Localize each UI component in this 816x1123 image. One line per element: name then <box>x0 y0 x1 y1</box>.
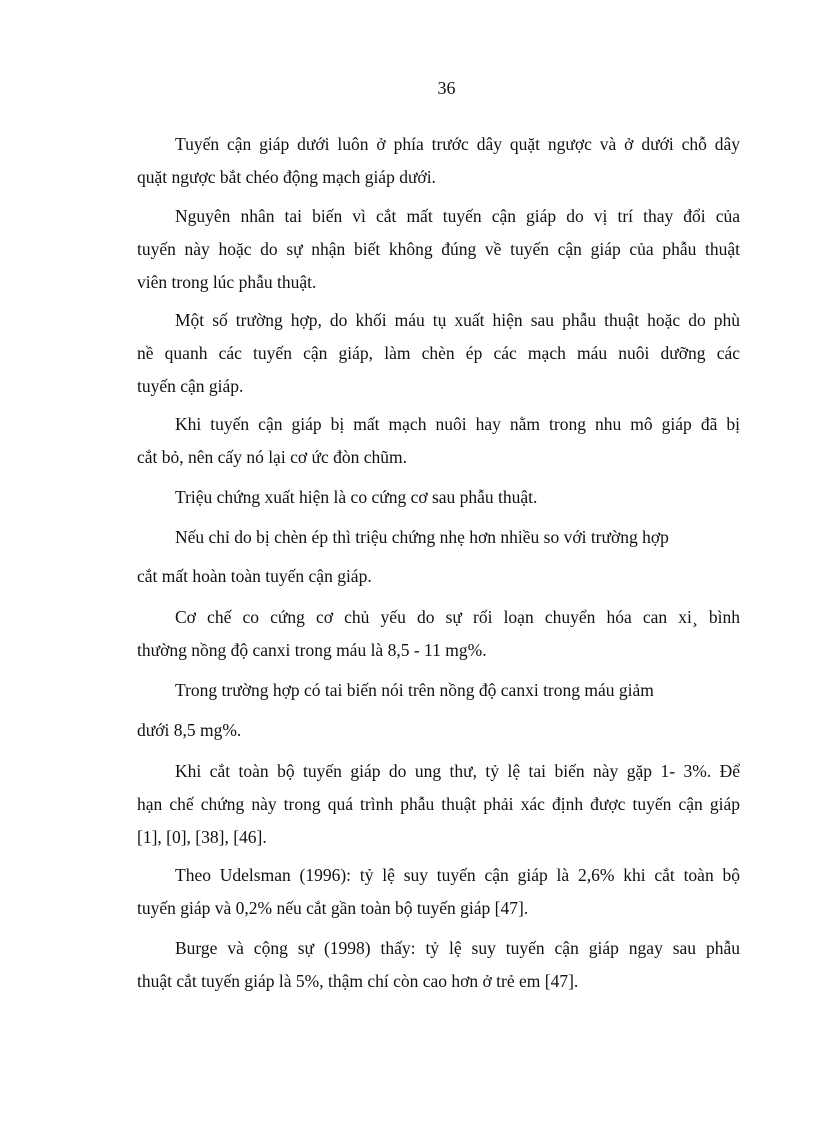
paragraph-12 <box>137 859 740 925</box>
paragraph-9 <box>137 674 740 707</box>
paragraph-13 <box>137 932 740 998</box>
text-line: thuật cắt tuyến giáp là 5%, thậm chí còn cao hơn ở trẻ em [47]. <box>137 971 579 991</box>
text-line: hạn chế chứng này trong quá trình phẫu thuật phải xác định được tuyến cận giáp <box>137 794 740 814</box>
text-line: Burge và cộng sự (1998) thấy: tỷ lệ suy tuyến cận giáp ngay sau phẫu <box>175 938 740 958</box>
text-line: Một số trường hợp, do khối máu tụ xuất hiện sau phẫu thuật hoặc do phù <box>175 310 740 330</box>
text-line: nề quanh các tuyến cận giáp, làm chèn ép các mạch máu nuôi dưỡng các <box>137 343 740 363</box>
text-line: [1], [0], [38], [46]. <box>137 827 267 847</box>
text-line: tuyến cận giáp. <box>137 376 244 396</box>
text-line: Trong trường hợp có tai biến nói trên nồng độ canxi trong máu giảm <box>175 680 654 700</box>
text-line: quặt ngược bắt chéo động mạch giáp dưới. <box>137 167 436 187</box>
text-line: viên trong lúc phẫu thuật. <box>137 272 317 292</box>
text-line: Nguyên nhân tai biến vì cắt mất tuyến cận giáp do vị trí thay đổi của <box>175 206 740 226</box>
paragraph-10 <box>137 714 740 747</box>
paragraph-8 <box>137 601 740 667</box>
paragraph-4 <box>137 408 740 474</box>
paragraph-1 <box>137 128 740 194</box>
text-line: Khi cắt toàn bộ tuyến giáp do ung thư, tỷ lệ tai biến này gặp 1- 3%. Để <box>175 761 740 781</box>
text-line: Tuyến cận giáp dưới luôn ở phía trước dây quặt ngược và ở dưới chỗ dây <box>175 134 740 154</box>
text-line: cắt mất hoàn toàn tuyến cận giáp. <box>137 566 372 586</box>
paragraph-3 <box>137 304 740 403</box>
text-line: Khi tuyến cận giáp bị mất mạch nuôi hay nằm trong nhu mô giáp đã bị <box>175 414 740 434</box>
text-line: Cơ chế co cứng cơ chủ yếu do sự rối loạn chuyển hóa can xi¸ bình <box>175 607 740 627</box>
text-line: dưới 8,5 mg%. <box>137 720 242 740</box>
paragraph-6 <box>137 521 740 554</box>
paragraph-5 <box>137 481 740 514</box>
text-line: Triệu chứng xuất hiện là co cứng cơ sau phẫu thuật. <box>175 487 538 507</box>
text-line: thường nồng độ canxi trong máu là 8,5 - 11 mg%. <box>137 640 487 660</box>
text-line: Theo Udelsman (1996): tỷ lệ suy tuyến cận giáp là 2,6% khi cắt toàn bộ <box>175 865 740 885</box>
text-line: tuyến giáp và 0,2% nếu cắt gần toàn bộ tuyến giáp [47]. <box>137 898 529 918</box>
paragraph-11 <box>137 755 740 854</box>
text-line: Nếu chỉ do bị chèn ép thì triệu chứng nhẹ hơn nhiều so với trường hợp <box>175 527 669 547</box>
text-line: tuyến này hoặc do sự nhận biết không đúng về tuyến cận giáp của phẫu thuật <box>137 239 740 259</box>
page-number: 36 <box>437 78 456 98</box>
paragraph-7 <box>137 560 740 593</box>
paragraph-2 <box>137 200 740 299</box>
text-line: cắt bỏ, nên cấy nó lại cơ ức đòn chũm. <box>137 447 407 467</box>
